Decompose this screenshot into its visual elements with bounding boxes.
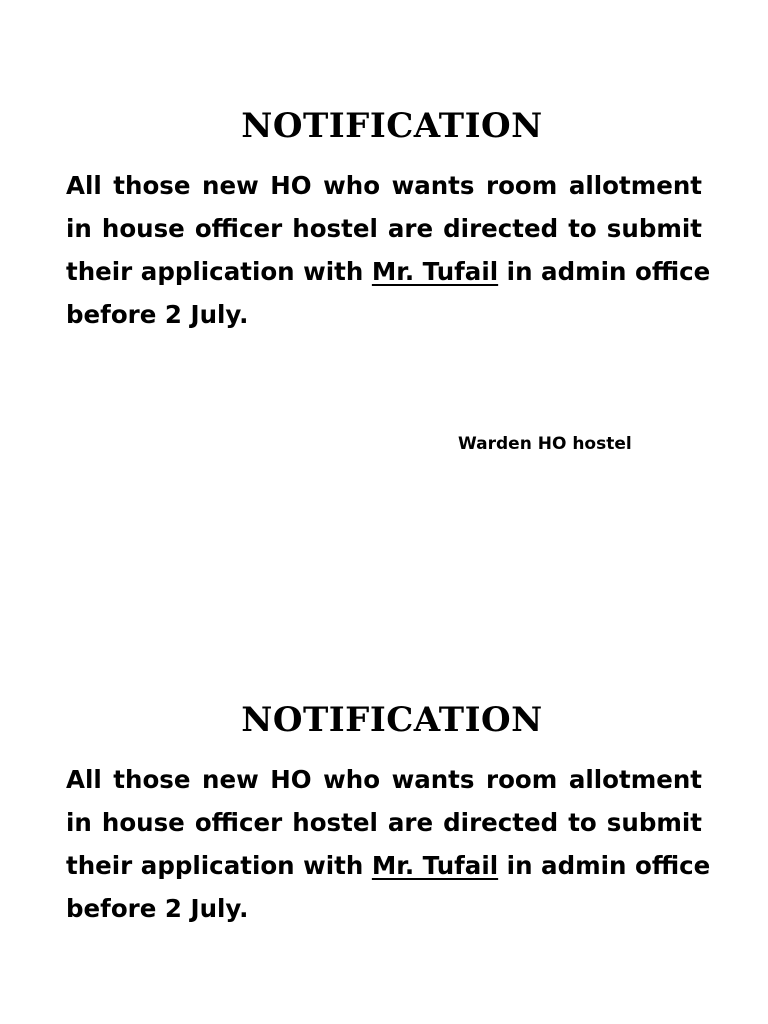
body-line-1: All those new HO who wants room allotment [66, 171, 702, 200]
body-line-3 [66, 844, 711, 887]
notification-block-2 [66, 698, 711, 930]
body-line-3 [66, 250, 711, 293]
body-line-2: in house officer hostel are directed to submit [66, 214, 702, 243]
body-line-3-start: their application with [66, 257, 372, 286]
body-line-4: before 2 July. [66, 894, 249, 923]
body-line-3-start: their application with [66, 851, 372, 880]
notification-title: NOTIFICATION [241, 106, 543, 146]
notification-body [66, 758, 711, 930]
body-line-3-end: in admin office [498, 257, 711, 286]
body-line-3-end: in admin office [498, 851, 711, 880]
notification-body [66, 164, 711, 336]
body-line-1: All those new HO who wants room allotment [66, 765, 702, 794]
body-line-2: in house officer hostel are directed to submit [66, 808, 702, 837]
body-line-4: before 2 July. [66, 300, 249, 329]
notification-block-1 [66, 104, 711, 336]
contact-name: Mr. Tufail [371, 257, 499, 286]
notification-title: NOTIFICATION [241, 700, 543, 740]
contact-name: Mr. Tufail [371, 851, 499, 880]
signature: Warden HO hostel [458, 434, 632, 454]
